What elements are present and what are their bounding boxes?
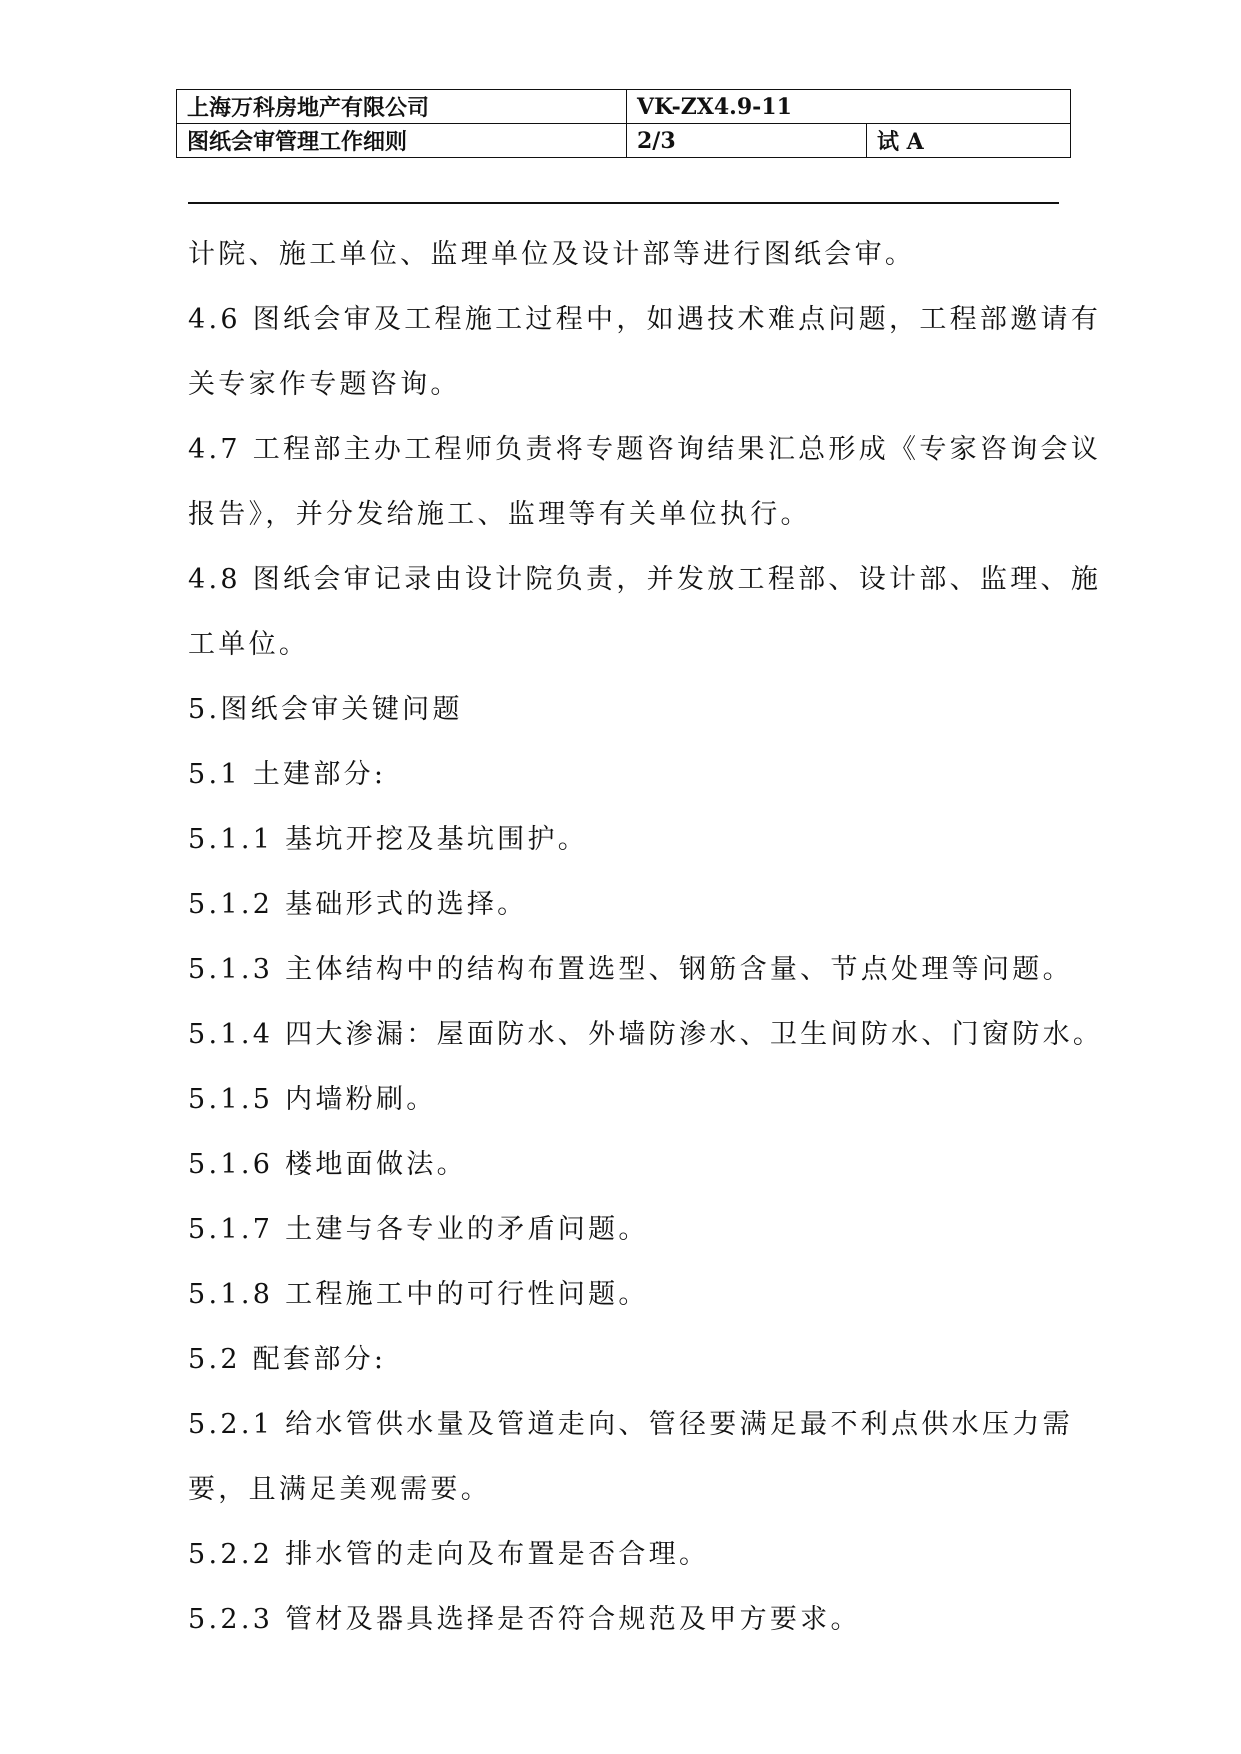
text-line: 4.8 图纸会审记录由设计院负责，并发放工程部、设计部、监理、施 — [188, 564, 1102, 595]
document-code: VK-ZX4.9-11 — [627, 90, 1071, 124]
header-row-2 — [177, 124, 1071, 158]
section-heading: 5.图纸会审关键问题 — [188, 694, 463, 725]
version-label: 试 A — [867, 124, 1071, 158]
document-header-table — [176, 89, 1071, 158]
text-line: 5.2.3 管材及器具选择是否符合规范及甲方要求。 — [188, 1604, 861, 1635]
text-line: 5.2.2 排水管的走向及布置是否合理。 — [188, 1539, 710, 1570]
subsection-heading: 5.1 土建部分: — [188, 759, 387, 790]
text-line: 4.7 工程部主办工程师负责将专题咨询结果汇总形成《专家咨询会议 — [188, 434, 1102, 465]
text-line: 关专家作专题咨询。 — [188, 369, 461, 400]
text-line: 5.1.8 工程施工中的可行性问题。 — [188, 1279, 649, 1310]
text-line: 5.1.7 土建与各专业的矛盾问题。 — [188, 1214, 649, 1245]
document-title: 图纸会审管理工作细则 — [177, 124, 627, 158]
subsection-heading: 5.2 配套部分: — [188, 1344, 387, 1375]
text-line: 5.1.5 内墙粉刷。 — [188, 1084, 437, 1115]
document-body — [188, 222, 1104, 1652]
text-line: 要，且满足美观需要。 — [188, 1474, 491, 1505]
text-line: 5.1.2 基础形式的选择。 — [188, 889, 528, 920]
text-line: 报告》，并分发给施工、监理等有关单位执行。 — [188, 499, 811, 530]
text-line: 工单位。 — [188, 629, 310, 660]
text-line: 5.1.4 四大渗漏：屋面防水、外墙防渗水、卫生间防水、门窗防水。 — [188, 1019, 1104, 1050]
text-line: 5.1.6 楼地面做法。 — [188, 1149, 467, 1180]
text-line: 5.2.1 给水管供水量及管道走向、管径要满足最不利点供水压力需 — [188, 1409, 1073, 1440]
text-line: 5.1.3 主体结构中的结构布置选型、钢筋含量、节点处理等问题。 — [188, 954, 1073, 985]
text-line: 5.1.1 基坑开挖及基坑围护。 — [188, 824, 589, 855]
page-number: 2/3 — [627, 124, 867, 158]
header-divider — [188, 202, 1059, 204]
company-name: 上海万科房地产有限公司 — [177, 90, 627, 124]
text-line: 4.6 图纸会审及工程施工过程中，如遇技术难点问题，工程部邀请有 — [188, 304, 1102, 335]
header-row-1 — [177, 90, 1071, 124]
text-line: 计院、施工单位、监理单位及设计部等进行图纸会审。 — [188, 239, 916, 270]
